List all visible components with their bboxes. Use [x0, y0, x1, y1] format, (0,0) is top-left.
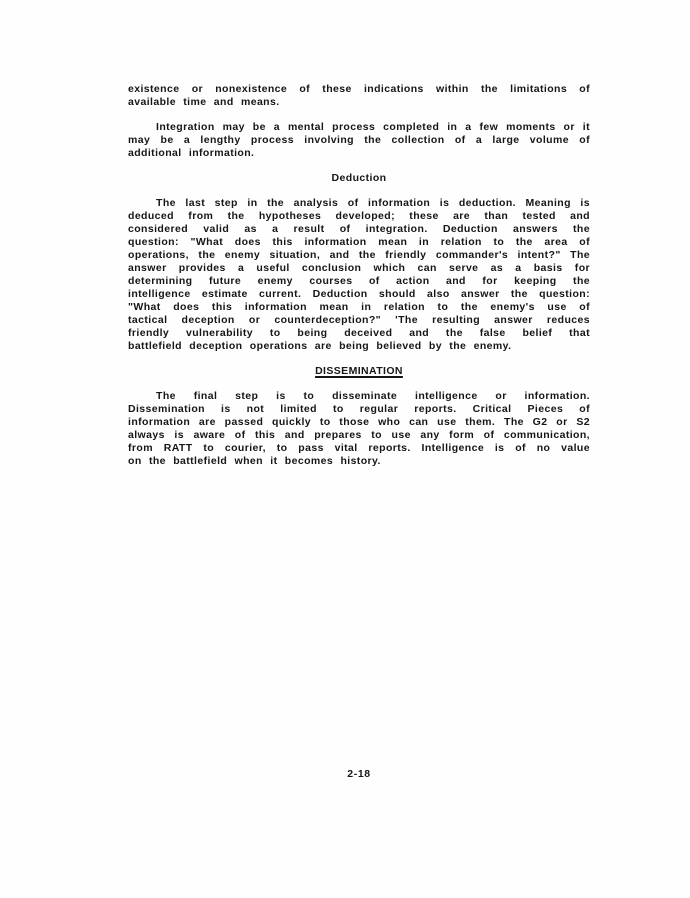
text-line: on the battlefield when it becomes history.: [128, 455, 381, 467]
text-line: considered valid as a result of integration. Deduction answers the: [128, 223, 590, 235]
text-line: deduced from the hypotheses developed; these are than tested and: [128, 210, 590, 222]
paragraph: [128, 83, 590, 109]
text-line: The final step is to disseminate intelligence or information.: [156, 390, 590, 402]
paragraph: [128, 121, 590, 160]
text-line: The last step in the analysis of information is deduction. Meaning is: [156, 197, 590, 209]
text-line: determining future enemy courses of action and for keeping the: [128, 275, 590, 287]
text-line: Dissemination is not limited to regular reports. Critical Pieces of: [128, 403, 590, 415]
section-heading: [128, 172, 590, 185]
text-line: Integration may be a mental process completed in a few moments or it: [156, 121, 590, 133]
text-line: battlefield deception operations are being believed by the enemy.: [128, 340, 512, 352]
text-line: intelligence estimate current. Deduction should also answer the question:: [128, 288, 590, 300]
text-line: operations, the enemy situation, and the friendly commander's intent?" The: [128, 249, 590, 261]
text-line: from RATT to courier, to pass vital reports. Intelligence is of no value: [128, 442, 590, 454]
document-body: [128, 83, 590, 480]
text-line: answer provides a useful conclusion which can serve as a basis for: [128, 262, 590, 274]
text-line: information are passed quickly to those who can use them. The G2 or S2: [128, 416, 590, 428]
text-line: available time and means.: [128, 96, 280, 108]
section-heading-text: Deduction: [331, 172, 387, 184]
section-heading: [128, 365, 590, 378]
paragraph: [128, 197, 590, 353]
text-line: may be a lengthy process involving the collection of a large volume of: [128, 134, 590, 146]
paragraph: [128, 390, 590, 468]
page-number: 2-18: [347, 768, 371, 780]
text-line: existence or nonexistence of these indications within the limitations of: [128, 83, 590, 95]
text-line: always is aware of this and prepares to use any form of communication,: [128, 429, 590, 441]
section-heading-text: DISSEMINATION: [315, 365, 403, 377]
text-line: question: "What does this information mean in relation to the area of: [128, 236, 590, 248]
text-line: tactical deception or counterdeception?" 'The resulting answer reduces: [128, 314, 590, 326]
text-line: "What does this information mean in relation to the enemy's use of: [128, 301, 590, 313]
text-line: additional information.: [128, 147, 255, 159]
text-line: friendly vulnerability to being deceived and the false belief that: [128, 327, 590, 339]
